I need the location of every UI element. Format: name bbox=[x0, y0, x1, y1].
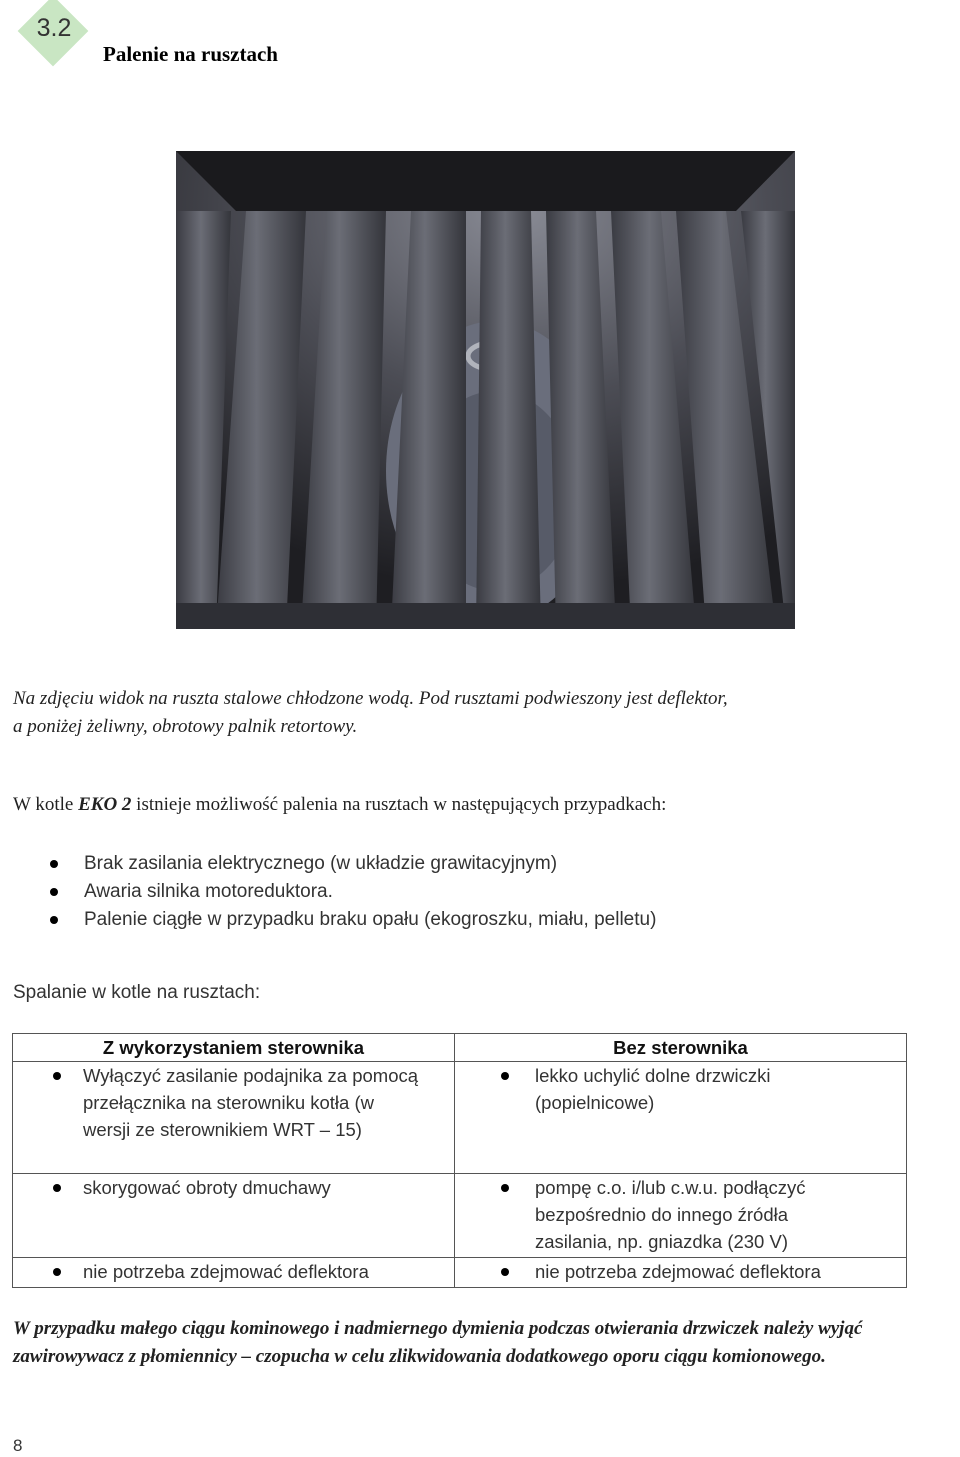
table-header-row bbox=[13, 1034, 907, 1062]
list-item: Palenie ciągłe w przypadku braku opału (ekogroszku, miału, pelletu) bbox=[40, 906, 656, 934]
grate-photo-icon bbox=[176, 151, 795, 629]
table-row bbox=[13, 1062, 907, 1174]
intro-suffix: istnieje możliwość palenia na rusztach w następujących przypadkach: bbox=[131, 794, 667, 815]
caption-line: a poniżej żeliwny, obrotowy palnik retortowy. bbox=[13, 716, 358, 737]
table-row bbox=[13, 1174, 907, 1258]
page-number: 8 bbox=[13, 1436, 23, 1455]
conclusion-paragraph: W przypadku małego ciągu kominowego i nadmiernego dymienia podczas otwierania drzwiczek należy wyjąć zawirowywacz z płomiennicy – czopucha w celu zlikwidowania dodatkowego oporu ciągu komionowego. bbox=[13, 1318, 863, 1367]
model-name: EKO 2 bbox=[78, 794, 132, 815]
column-header: Bez sterownika bbox=[455, 1034, 907, 1062]
cell-text: lekko uchylić dolne drzwiczki (popielnicowe) bbox=[455, 1062, 906, 1118]
cell-text: skorygować obroty dmuchawy bbox=[13, 1174, 454, 1203]
cell-text: nie potrzeba zdejmować deflektora bbox=[455, 1258, 906, 1287]
spalanie-label: Spalanie w kotle na rusztach: bbox=[13, 982, 261, 1003]
section-badge bbox=[14, 1, 94, 67]
table-cell bbox=[13, 1258, 455, 1288]
cell-text: pompę c.o. i/lub c.w.u. podłączyć bezpośrednio do innego źródła zasilania, np. gniazdka (230 V) bbox=[455, 1174, 906, 1257]
intro-paragraph bbox=[13, 794, 666, 816]
table-cell bbox=[13, 1174, 455, 1258]
list-item: Brak zasilania elektrycznego (w układzie grawitacyjnym) bbox=[40, 850, 656, 878]
section-title: Palenie na rusztach bbox=[103, 42, 278, 66]
cell-text: Wyłączyć zasilanie podajnika za pomocą przełącznika na sterowniku kotła (w wersji ze sterownikiem WRT – 15) bbox=[13, 1062, 454, 1145]
table-row bbox=[13, 1258, 907, 1288]
table-cell bbox=[455, 1062, 907, 1174]
table-cell bbox=[455, 1258, 907, 1288]
grate-photo bbox=[176, 151, 795, 629]
caption-line: Na zdjęciu widok na ruszta stalowe chłodzone wodą. Pod rusztami podwieszony jest deflektor, bbox=[13, 688, 728, 709]
cases-list bbox=[40, 850, 656, 934]
table-cell bbox=[13, 1062, 455, 1174]
table-cell bbox=[455, 1174, 907, 1258]
cell-text: nie potrzeba zdejmować deflektora bbox=[13, 1258, 454, 1287]
list-item: Awaria silnika motoreduktora. bbox=[40, 878, 656, 906]
comparison-table bbox=[12, 1033, 907, 1288]
photo-caption bbox=[13, 685, 943, 741]
intro-prefix: W kotle bbox=[13, 794, 79, 815]
column-header: Z wykorzystaniem sterownika bbox=[13, 1034, 455, 1062]
section-number: 3.2 bbox=[36, 14, 72, 42]
